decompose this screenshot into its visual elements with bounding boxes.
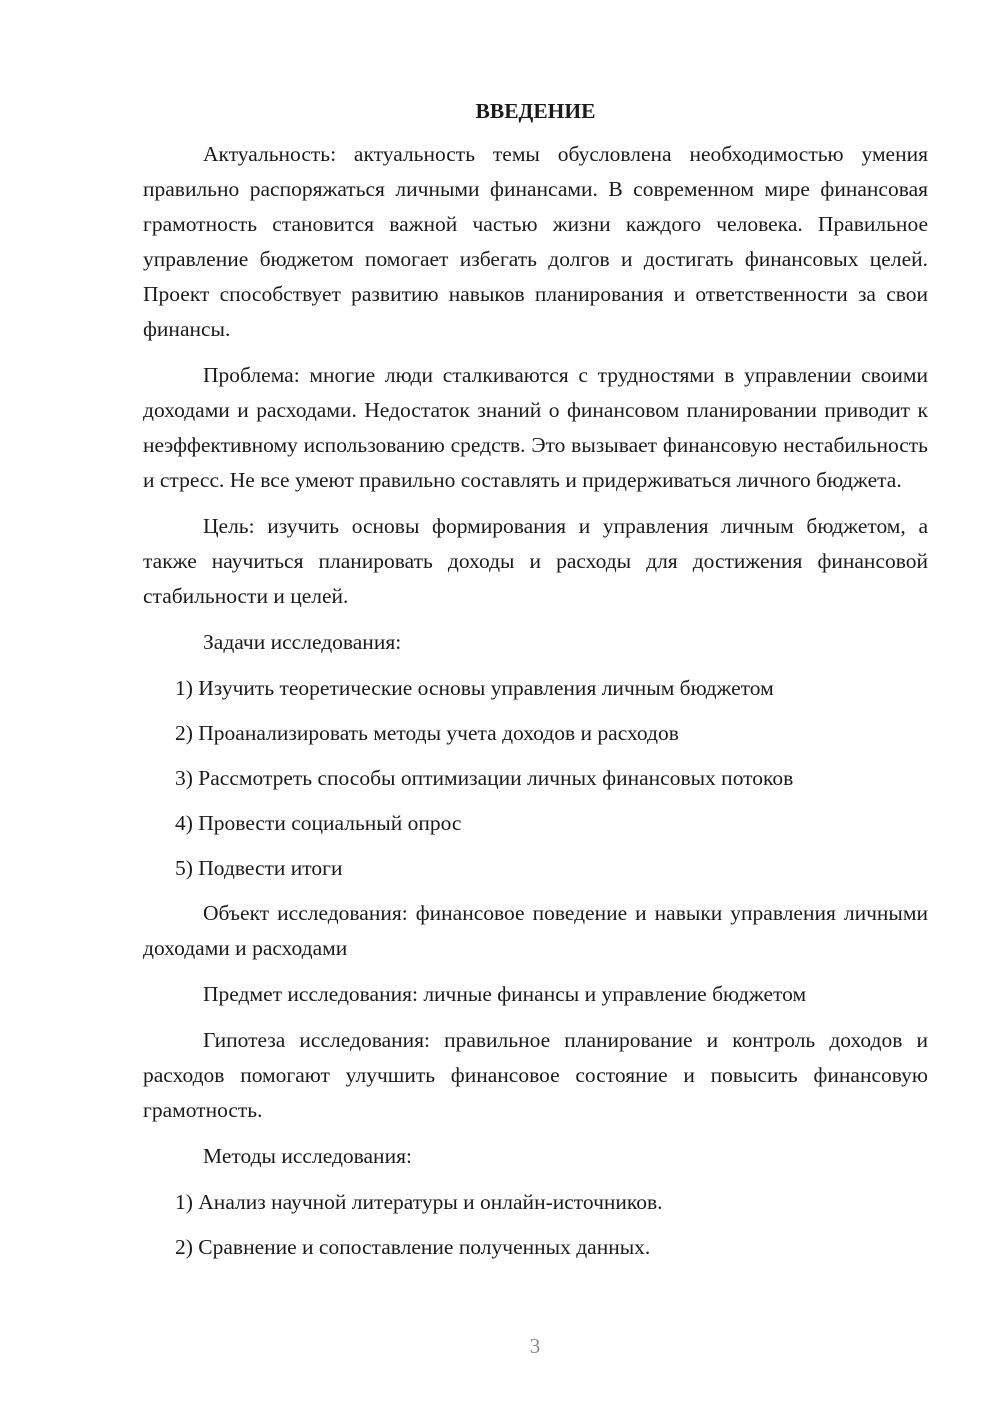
hypothesis-paragraph: Гипотеза исследования: правильное планирование и контроль доходов и расходов помогают улучшить финансовое состояние и повысить финансовую грамотность. bbox=[143, 1028, 928, 1122]
goal-paragraph: Цель: изучить основы формирования и управления личным бюджетом, а также научиться планировать доходы и расходы для достижения финансовой стабильности и целей. bbox=[143, 514, 928, 608]
method-item: 1) Анализ научной литературы и онлайн-источников. bbox=[175, 1190, 663, 1214]
tasks-heading: Задачи исследования: bbox=[203, 630, 402, 654]
object-paragraph: Объект исследования: финансовое поведение и навыки управления личными доходами и расходами bbox=[143, 901, 928, 960]
problem-paragraph: Проблема: многие люди сталкиваются с трудностями в управлении своими доходами и расходами. Недостаток знаний о финансовом планировании приводит к неэффективному использованию средств. Это вызывает финансовую нестабильность и стресс. Не все умеют правильно составлять и придерживаться личного бюджета. bbox=[143, 363, 928, 492]
task-item: 4) Провести социальный опрос bbox=[175, 811, 462, 835]
methods-heading: Методы исследования: bbox=[203, 1144, 412, 1168]
task-item: 2) Проанализировать методы учета доходов и расходов bbox=[175, 721, 679, 745]
task-item: 5) Подвести итоги bbox=[175, 856, 343, 880]
actuality-paragraph: Актуальность: актуальность темы обусловлена необходимостью умения правильно распоряжаться личными финансами. В современном мире финансовая грамотность становится важной частью жизни каждого человека. Правильное управление бюджетом помогает избегать долгов и достигать финансовых целей. Проект способствует развитию навыков планирования и ответственности за свои финансы. bbox=[143, 142, 928, 341]
page-number: 3 bbox=[529, 1334, 541, 1358]
subject-paragraph: Предмет исследования: личные финансы и управление бюджетом bbox=[203, 982, 807, 1006]
task-item: 1) Изучить теоретические основы управления личным бюджетом bbox=[175, 676, 774, 700]
task-item: 3) Рассмотреть способы оптимизации личных финансовых потоков bbox=[175, 766, 794, 790]
page-content bbox=[143, 96, 928, 1275]
section-title: ВВЕДЕНИЕ bbox=[475, 99, 596, 123]
method-item: 2) Сравнение и сопоставление полученных данных. bbox=[175, 1235, 651, 1259]
